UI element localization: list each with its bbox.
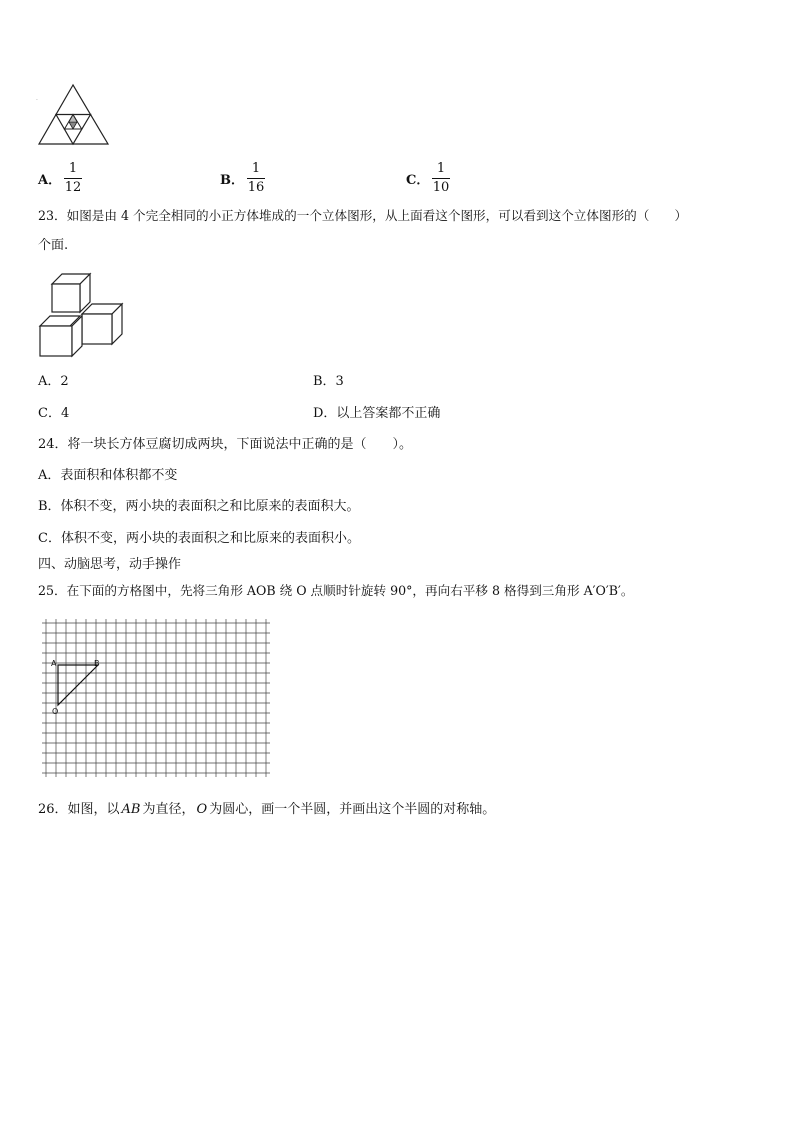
q22-option-a-letter: A． xyxy=(38,173,62,188)
fraction-denominator: 12 xyxy=(64,180,82,195)
q23-stem-line2: 个面. xyxy=(38,238,69,253)
fraction-denominator: 16 xyxy=(247,180,265,195)
cube-stack-figure xyxy=(38,268,126,358)
q23-stem-line1: 23．如图是由 4 个完全相同的小正方体堆成的一个立体图形，从上面看这个图形，可以看到这个立体图形的（ ） xyxy=(38,208,688,223)
q26-mid: 为直径， xyxy=(142,802,195,817)
q23-option-d: D．以上答案都不正确 xyxy=(313,406,441,421)
fraction-numerator: 1 xyxy=(251,161,261,176)
fraction-denominator: 10 xyxy=(432,180,450,195)
fraction-numerator: 1 xyxy=(436,161,446,176)
q24-stem: 24．将一块长方体豆腐切成两块，下面说法中正确的是（ ）。 xyxy=(38,437,413,452)
label-o: O xyxy=(52,707,59,716)
q22-option-c-fraction xyxy=(428,162,454,195)
square-grid-figure xyxy=(40,617,272,779)
triangle-aob xyxy=(58,665,98,705)
q22-option-b-fraction xyxy=(243,162,269,195)
fraction-bar xyxy=(64,178,82,179)
q25-stem: 25．在下面的方格图中，先将三角形 AOB 绕 O 点顺时针旋转 90°，再向右平移 8 格得到三角形 A′O′B′。 xyxy=(38,583,634,598)
nested-triangle-figure xyxy=(36,82,112,148)
q24-option-a: A．表面积和体积都不变 xyxy=(38,468,178,483)
q23-option-c: C．4 xyxy=(38,406,70,421)
label-b: B xyxy=(94,659,100,668)
q22-option-c-letter: C． xyxy=(406,173,430,188)
fraction-bar xyxy=(432,178,450,179)
q26-o: O xyxy=(196,802,208,817)
q24-option-b: B．体积不变，两小块的表面积之和比原来的表面积大。 xyxy=(38,499,360,514)
q23-option-a: A．2 xyxy=(38,374,69,389)
svg-text:·: · xyxy=(36,97,38,104)
q23-option-b: B．3 xyxy=(313,374,344,389)
q26-prefix: 26．如图，以 xyxy=(38,802,120,817)
fraction-bar xyxy=(247,178,265,179)
q22-option-b-letter: B． xyxy=(220,173,244,188)
q26-stem xyxy=(38,802,495,818)
q26-ab: AB xyxy=(121,802,141,817)
label-a: A xyxy=(51,659,57,668)
fraction-numerator: 1 xyxy=(68,161,78,176)
q24-option-c: C．体积不变，两小块的表面积之和比原来的表面积小。 xyxy=(38,531,360,546)
section-heading: 四、动脑思考，动手操作 xyxy=(38,557,182,572)
q26-suffix: 为圆心，画一个半圆，并画出这个半圆的对称轴。 xyxy=(209,802,496,817)
q22-option-a-fraction xyxy=(60,162,86,195)
